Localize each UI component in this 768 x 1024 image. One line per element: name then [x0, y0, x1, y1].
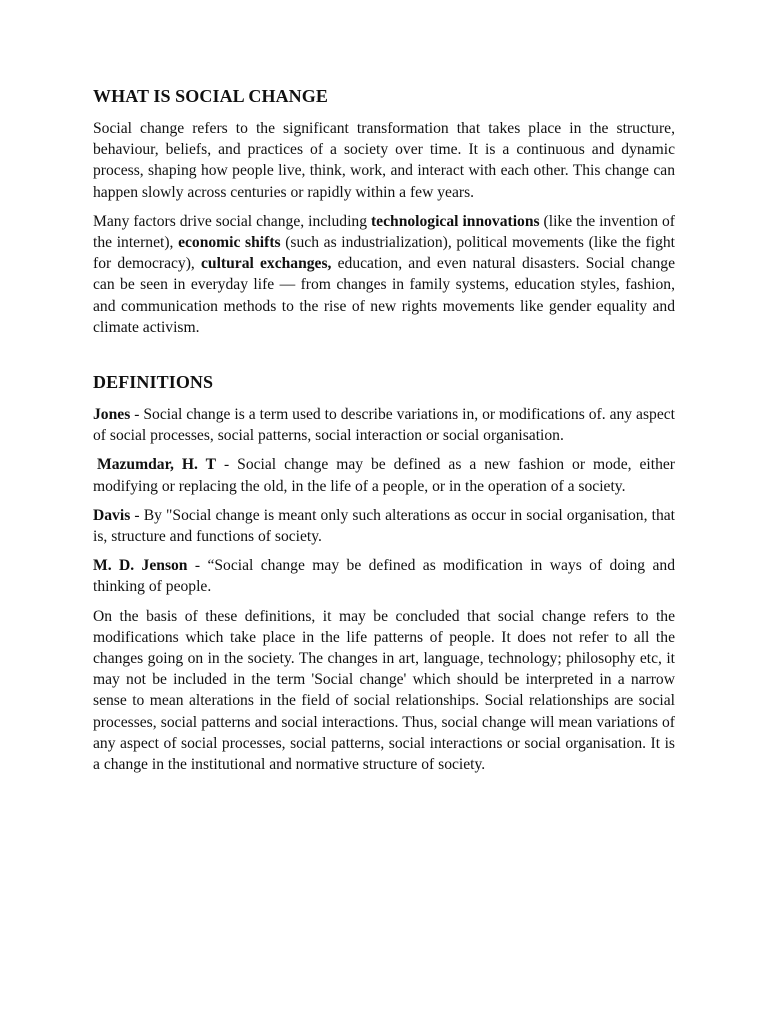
definition-davis	[93, 505, 675, 547]
definition-text: - Social change may be defined as a new fashion or mode, either modifying or replacing the old, in the life of a people, or in the operation of a society.	[93, 456, 675, 495]
factor-cultural-exchanges: cultural exchanges,	[200, 255, 332, 273]
factor-economic-shifts: economic shifts	[178, 234, 281, 252]
definition-author: Mazumdar, H. T	[97, 456, 217, 474]
definition-jones	[93, 404, 675, 446]
definition-text: - By "Social change is meant only such alterations as occur in social organisation, that is, structure and functions of society.	[93, 506, 675, 546]
definition-author: Jones	[93, 406, 131, 424]
factors-text-1: Many factors drive social change, including	[93, 212, 371, 230]
factors-text-2: (like the invention of the internet),	[93, 212, 675, 252]
definition-jenson	[93, 555, 675, 597]
factors-text-3: (such as industrialization), political movements (like the fight for democracy),	[93, 234, 675, 273]
factors-paragraph	[93, 211, 675, 338]
definition-author: M. D. Jenson	[93, 557, 188, 575]
definition-text: - “Social change may be defined as modification in ways of doing and thinking of people.	[93, 557, 675, 596]
definition-author: Davis	[93, 506, 131, 524]
section-heading-what-is-social-change: WHAT IS SOCIAL CHANGE	[93, 86, 328, 106]
document-page	[93, 84, 675, 783]
factor-technological-innovations: technological innovations	[370, 212, 540, 230]
conclusion-paragraph: On the basis of these definitions, it may be concluded that social change refers to the modifications which take place in the life patterns of people. It does not refer to all the changes going on in the society. The changes in art, language, technology; philosophy etc, it may not be included in the term 'Social change' which should be interpreted in a narrow sense to mean alterations in the field of social relationships. Social relationships are social processes, social patterns and social interactions. Thus, social change will mean variations of any aspect of social processes, social patterns, social interactions or social organisation. It is a change in the institutional and normative structure of society.	[93, 607, 675, 774]
definition-text: - Social change is a term used to describe variations in, or modifications of. any aspect of social processes, social patterns, social interaction or social organisation.	[93, 406, 675, 445]
intro-paragraph: Social change refers to the significant transformation that takes place in the structure, behaviour, beliefs, and practices of a society over time. It is a continuous and dynamic process, shaping how people live, think, work, and interact with each other. This change can happen slowly across centuries or rapidly within a few years.	[93, 120, 675, 201]
section-heading-definitions: DEFINITIONS	[93, 372, 214, 393]
factors-text-4: education, and even natural disasters. Social change can be seen in everyday life — from changes in family systems, education styles, fashion, and communication methods to the rise of new rights movements like gender equality and climate activism.	[93, 255, 676, 336]
definition-mazumdar	[93, 454, 675, 496]
